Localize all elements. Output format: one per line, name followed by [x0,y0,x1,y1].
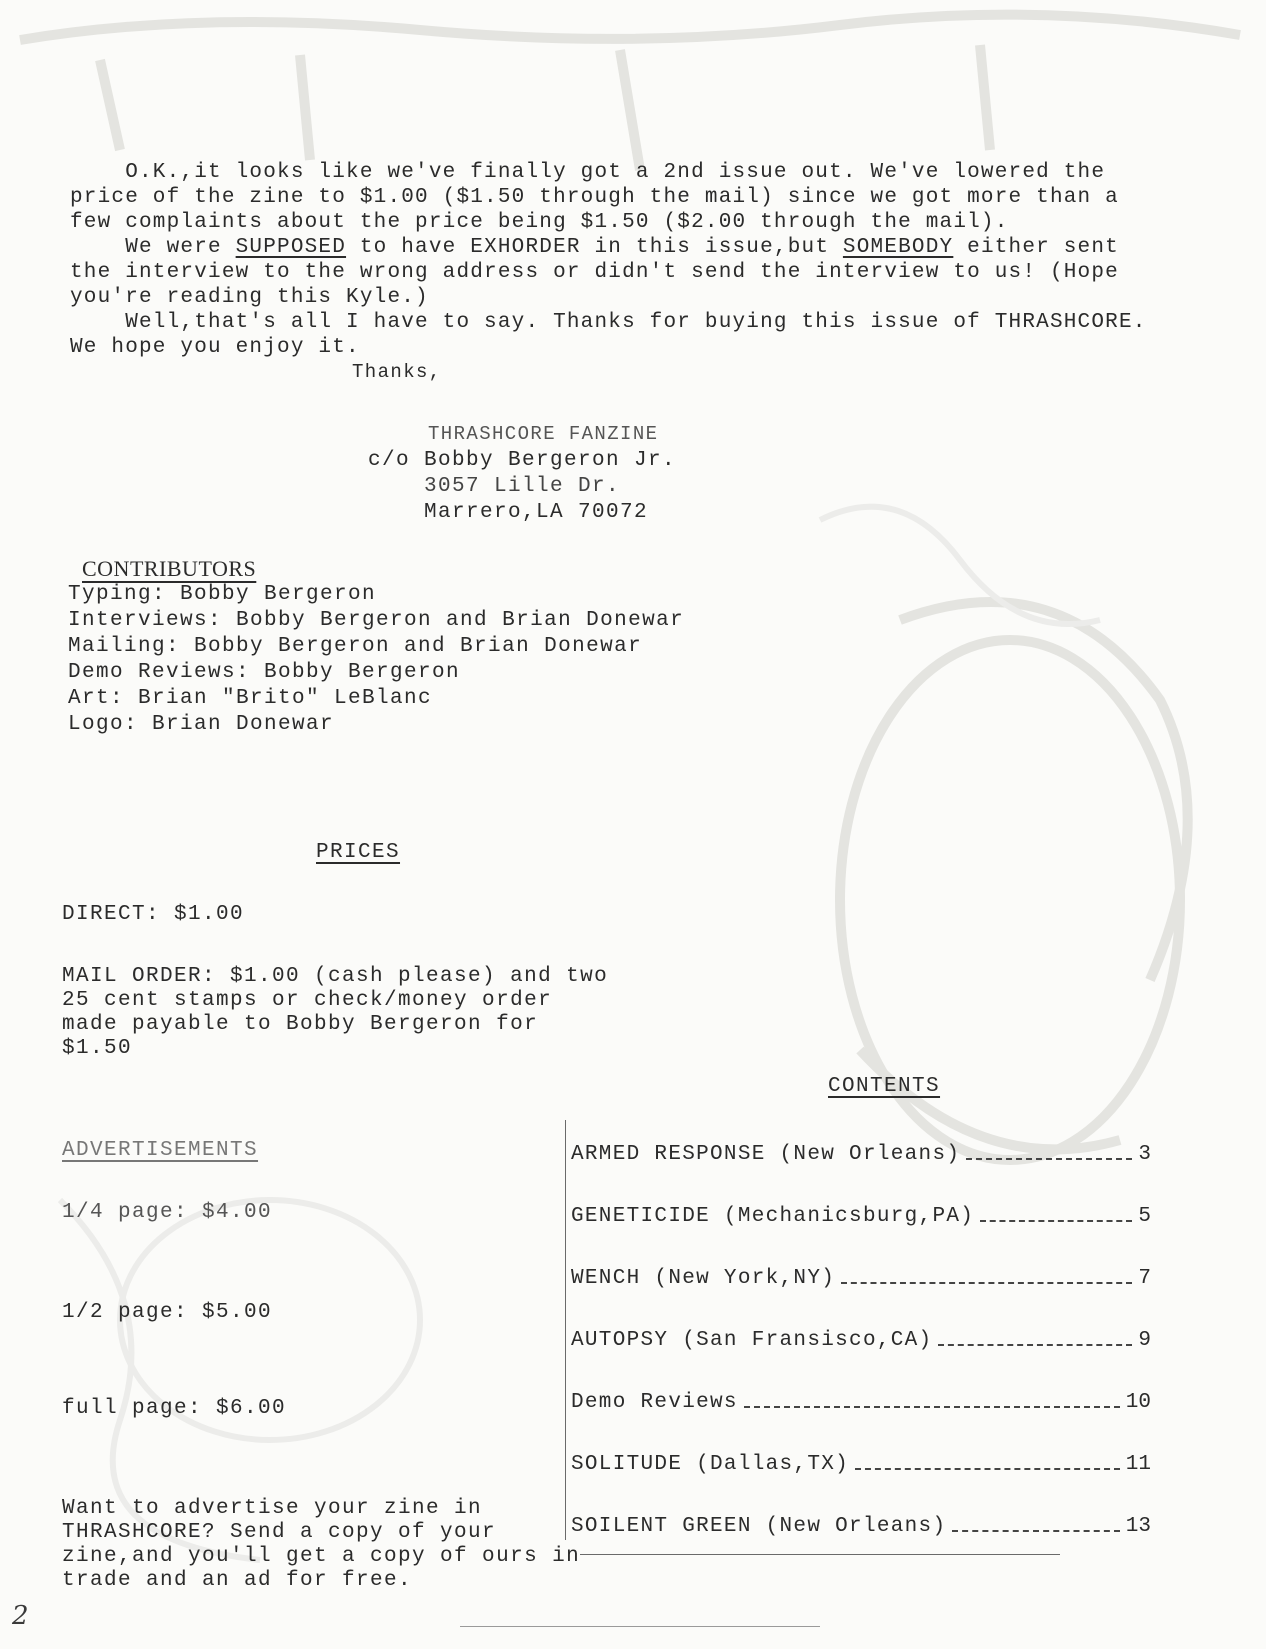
underlined-word: SOMEBODY [842,236,954,259]
contents-item [571,1262,1151,1290]
prices-heading: PRICES [316,841,401,864]
contents-item-page: 10 [1125,1391,1151,1414]
contents-item-page: 5 [1138,1205,1151,1228]
contents-leader [938,1344,1132,1346]
page-number: 2 [12,1601,30,1631]
contributor-line: Art: Brian "Brito" LeBlanc [68,687,433,710]
intro-line: O.K.,it looks like we've finally got a 2nd issue out. We've lowered the [70,161,1106,184]
contents-item-title: SOILENT GREEN (New Orleans) [571,1515,947,1538]
contributor-line: Logo: Brian Donewar [68,713,335,736]
contents-item-title: WENCH (New York,NY) [571,1267,836,1290]
contents-item-title: GENETICIDE (Mechanicsburg,PA) [571,1205,975,1228]
contents-item [571,1510,1151,1538]
intro-line: the interview to the wrong address or didn't send the interview to us! (Hope [70,261,1119,284]
intro-line: few complaints about the price being $1.50 ($2.00 through the mail). [70,211,1009,234]
contents-item-page: 13 [1125,1515,1151,1538]
contents-item-title: SOLITUDE (Dallas,TX) [571,1453,850,1476]
contributor-line: Mailing: Bobby Bergeron and Brian Donewar [68,635,643,658]
contents-item-title: ARMED RESPONSE (New Orleans) [571,1143,961,1166]
address-line: c/o Bobby Bergeron Jr. [368,449,677,472]
signoff: Thanks, [352,361,442,383]
contents-item-title: Demo Reviews [571,1391,738,1414]
contents-leader [841,1282,1132,1284]
contents-box-bottom-rule [580,1554,1060,1555]
address-line: 3057 Lille Dr. [424,475,621,498]
intro-line: you're reading this Kyle.) [70,286,429,309]
intro-line-underlined: We were SUPPOSED to have EXHORDER in this issue,but SOMEBODY either sent [70,236,1119,259]
contents-leader [980,1220,1132,1222]
contributor-line: Demo Reviews: Bobby Bergeron [68,661,461,684]
contents-item [571,1200,1151,1228]
contents-item-page: 3 [1138,1143,1151,1166]
contents-box-left-rule [565,1120,566,1540]
bottom-edge-rule [460,1626,820,1627]
ad-note-line: trade and an ad for free. [62,1569,413,1592]
price-mail-order-line: MAIL ORDER: $1.00 (cash please) and two [62,965,609,988]
intro-paragraph [70,160,1147,360]
address-line: THRASHCORE FANZINE [428,423,659,445]
contents-leader [952,1530,1119,1532]
contents-leader [966,1158,1132,1160]
contents-item-title: AUTOPSY (San Fransisco,CA) [571,1329,933,1352]
contents-item [571,1324,1151,1352]
price-direct: DIRECT: $1.00 [62,903,245,926]
contents-item [571,1138,1151,1166]
contents-item-page: 7 [1138,1267,1151,1290]
price-mail-order-line: 25 cent stamps or check/money order [62,989,553,1012]
ad-note-line: Want to advertise your zine in [62,1497,483,1520]
intro-line: price of the zine to $1.00 ($1.50 through the mail) since we got more than a [70,186,1119,209]
contents-leader [744,1406,1120,1408]
contents-heading: CONTENTS [828,1075,941,1098]
ad-note-line: THRASHCORE? Send a copy of your [62,1521,497,1544]
ad-price-quarter: 1/4 page: $4.00 [62,1201,273,1224]
underlined-word: SUPPOSED [235,236,347,259]
contents-item-page: 11 [1125,1453,1151,1476]
intro-line: Well,that's all I have to say. Thanks for buying this issue of THRASHCORE. [70,311,1147,334]
contributor-line: Typing: Bobby Bergeron [68,583,377,606]
contributors-heading: CONTRIBUTORS [82,556,257,581]
ad-note-line: zine,and you'll get a copy of ours in [62,1545,581,1568]
advertisements-heading: ADVERTISEMENTS [62,1139,259,1162]
contents-leader [855,1468,1120,1470]
contents-item [571,1386,1151,1414]
price-mail-order-line: $1.50 [62,1037,133,1060]
ad-price-half: 1/2 page: $5.00 [62,1301,273,1324]
contributor-line: Interviews: Bobby Bergeron and Brian Donewar [68,609,685,632]
address-line: Marrero,LA 70072 [424,501,649,524]
price-mail-order-line: made payable to Bobby Bergeron for [62,1013,539,1036]
intro-line: We hope you enjoy it. [70,336,360,359]
contents-item [571,1448,1151,1476]
contents-item-page: 9 [1138,1329,1151,1352]
ad-price-full: full page: $6.00 [62,1397,287,1420]
